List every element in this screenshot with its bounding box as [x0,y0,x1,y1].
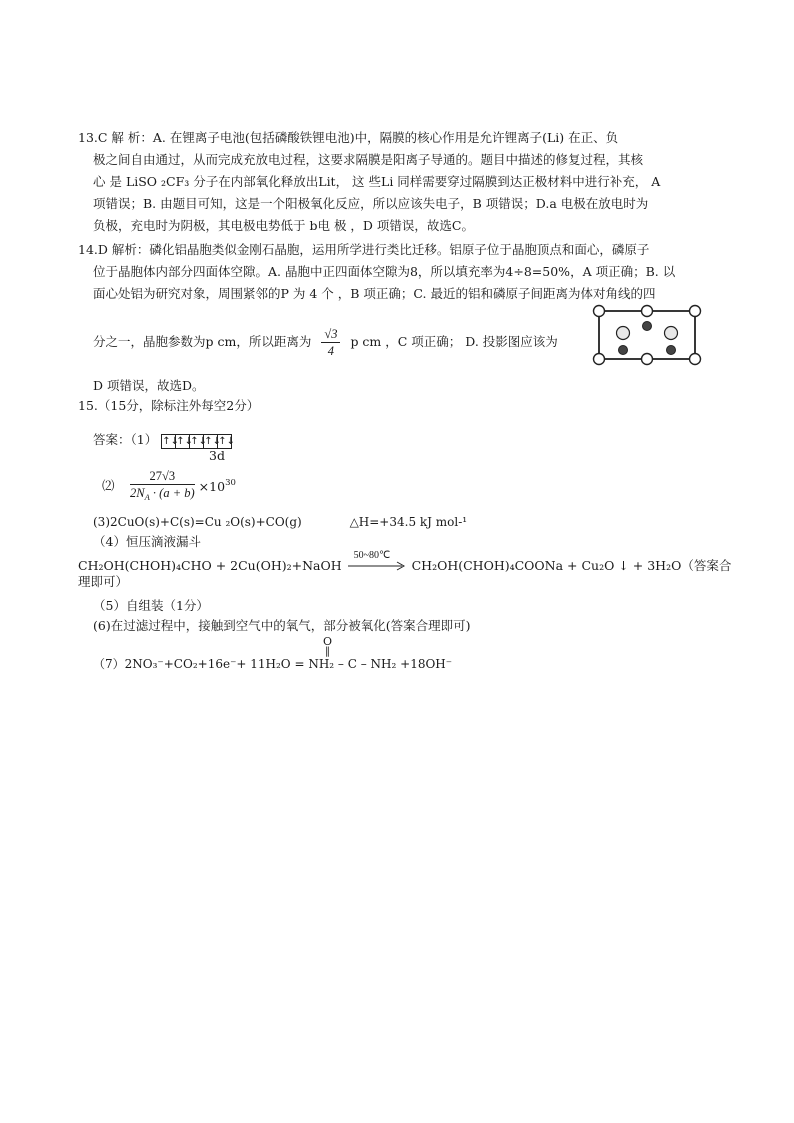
distance-fraction-numerator: √3 [321,326,340,343]
carbonyl-oxygen: O [323,635,333,648]
q15-header: 15.（15分，除标注外每空2分） [78,398,260,413]
edge-atom [642,306,653,317]
carbonyl-group [323,636,332,656]
answer-3 [93,512,467,532]
corner-atom [594,354,605,365]
answer-3-equation: (3)2CuO(s)+C(s)=Cu ₂O(s)+CO(g) [93,515,302,529]
answer-2-multiplier: ×10 [198,479,226,494]
orbital-box: ↑↓ [218,435,235,447]
denominator-n: 2N [130,486,145,500]
orbital-label: 3d [209,448,225,463]
edge-atom [642,354,653,365]
answer-2-fraction [130,468,195,505]
answer-2-label: ⑵ [102,478,115,493]
q14-line-2: 位于晶胞体内部分四面体空隙。A. 晶胞中正四面体空隙为8，所以填充率为4÷8=50%，A 项正确；B. 以 [93,264,676,279]
face-center-atom [617,327,630,340]
reaction-arrow [346,550,408,576]
orbital-box: ↑↓ [190,435,207,447]
answer-7-equation: （7）2NO₃⁻+CO₂+16e⁻+ 11H₂O = NH₂ – C – NH₂ +18OH⁻ [93,657,453,671]
q13-line-3: 心 是 LiSO ₂CF₃ 分子在内部氧化释放出Lit， 这 些Li 同样需要穿过隔膜到达正极材料中进行补充， A [93,174,661,189]
q14-line-4 [93,326,558,359]
interior-atom [643,322,652,331]
answer-4: （4）恒压滴液漏斗 [93,534,201,549]
denominator-rest: · (a + b) [149,486,195,500]
corner-atom [690,306,701,317]
interior-atom [667,346,676,355]
denominator-n-sub: A [144,492,150,502]
orbital-box: ↑↓ [204,435,221,447]
q14-line-5: D 项错误，故选D。 [93,378,205,393]
answer-1-label: 答案：（1） [93,432,158,447]
projection-frame [599,311,695,359]
q14-line-4-part-a: 分之一，晶胞参数为p cm，所以距离为 [93,334,312,349]
answer-2-denominator [130,485,195,505]
q14-line-3: 面心处铝为研究对象，周围紧邻的P 为 4 个 ，B 项正确；C. 最近的铝和磷原子间距离为体对角线的四 [93,286,656,301]
answer-2 [130,468,236,505]
q14-line-1: 14.D 解析：磷化铝晶胞类似金刚石晶胞，运用所学进行类比迁移。铝原子位于晶胞顶点和面心，磷原子 [78,242,650,257]
answer-4-equation [78,550,732,576]
answer-2-exponent: 30 [225,478,236,488]
corner-atom [594,306,605,317]
reaction-condition: 50~80℃ [353,550,391,561]
answer-5: （5）自组装（1分） [93,598,209,613]
answer-6: (6)在过滤过程中，接触到空气中的氧气，部分被氧化(答案合理即可) [93,618,471,633]
arrow-icon [346,556,408,576]
orbital-box: ↑↓ [176,435,193,447]
q13-line-4: 项错误；B. 由题目可知，这是一个阳极氧化反应，所以应该失电子，B 项错误；D.a 电极在放电时为 [93,196,649,211]
q13-line-5: 负极，充电时为阴极，其电极电势低于 b电 极 ，D 项错误，故选C。 [93,218,474,233]
corner-atom [690,354,701,365]
answer-4-equation-continued: 理即可） [78,574,129,589]
interior-atom [619,346,628,355]
q14-line-4-part-b: p cm ，C 项正确； D. 投影图应该为 [350,334,558,349]
equation-right: CH₂OH(CHOH)₄COONa + Cu₂O ↓ + 3H₂O（答案合 [411,558,732,573]
double-bond: ‖ [325,646,331,657]
q13-line-2: 极之间自由通过，从而完成充放电过程，这要求隔膜是阳离子导通的。题目中描述的修复过程，其核 [93,152,644,167]
projection-diagram [592,304,702,366]
answer-2-numerator: 27√3 [130,468,195,485]
answer-7 [93,654,452,674]
distance-fraction-denominator: 4 [327,344,335,358]
q13-line-1: 13.C 解 析：A. 在锂离子电池(包括磷酸铁锂电池)中，隔膜的核心作用是允许锂离子(Li) 在正、负 [78,130,619,145]
equation-left: CH₂OH(CHOH)₄CHO + 2Cu(OH)₂+NaOH [78,558,342,573]
distance-fraction [321,326,340,359]
face-center-atom [665,327,678,340]
orbital-box: ↑↓ [162,435,179,447]
answer-3-enthalpy: △H=+34.5 kJ mol-¹ [349,515,468,529]
